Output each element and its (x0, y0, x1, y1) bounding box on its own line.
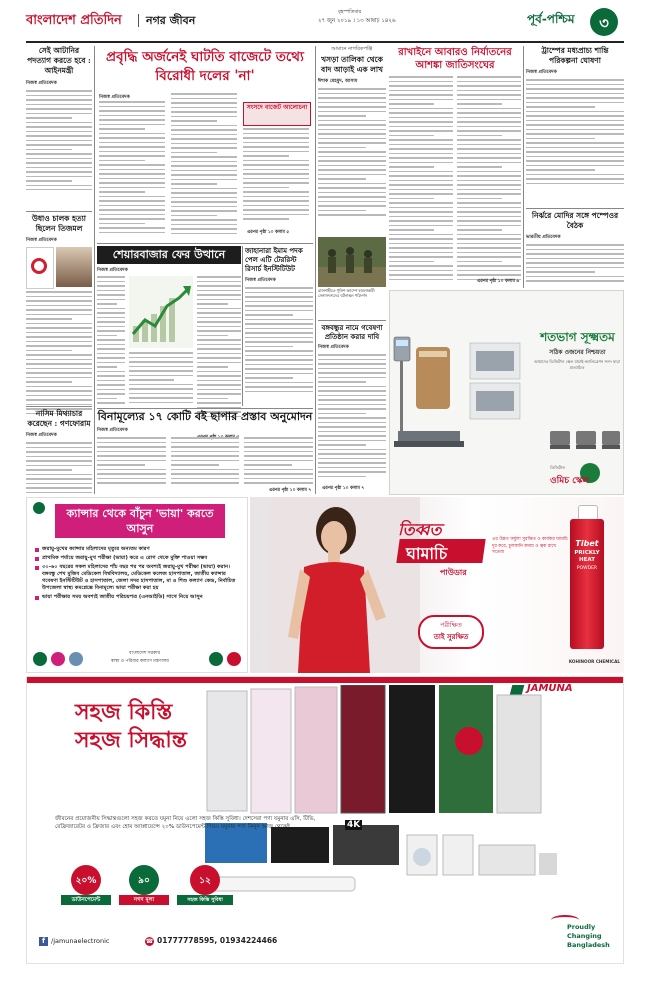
bullet-icon (35, 557, 39, 561)
partner2-logo-icon (69, 652, 83, 666)
cancer-title-band (55, 504, 225, 538)
offer-badge[interactable] (119, 865, 169, 907)
lead-body-col1 (99, 101, 165, 237)
cancer-advertisement[interactable] (26, 497, 248, 673)
story-chalok[interactable] (26, 214, 92, 404)
story-byline: নিজস্ব প্রতিবেদক (26, 238, 57, 243)
story-body (318, 354, 386, 482)
story-title: সেই আটানির পদত্যাগ করতে হবে : আইনমন্ত্রী (27, 46, 91, 75)
story-ain-mantri[interactable] (26, 46, 92, 206)
column-rule (523, 46, 524, 288)
rakhine-body (389, 76, 521, 286)
story-byline: নিজস্ব প্রতিবেদক (26, 433, 57, 438)
share-headline-band (97, 246, 241, 264)
partner4-logo-icon (227, 652, 241, 666)
weighing-scale-icon (390, 291, 625, 496)
divider (97, 408, 313, 409)
story-body (526, 79, 624, 189)
story-byline: নিজস্ব প্রতিবেদক (526, 70, 557, 75)
story-trump[interactable] (526, 46, 624, 206)
offer-badge[interactable] (177, 865, 233, 907)
jamuna-slogan3: Bangladesh (567, 941, 610, 949)
soldiers-photo (318, 237, 386, 287)
story-assam[interactable] (318, 46, 386, 236)
logo-graphic (26, 247, 54, 289)
story-body (318, 88, 386, 220)
can-label: PRICKLY HEAT (574, 550, 600, 563)
partner3-logo-icon (209, 652, 223, 666)
rakhine-jump: এরপর পৃষ্ঠা ১০ কলাম ৬ (476, 279, 519, 284)
lead-body-col3 (243, 128, 309, 224)
tibet-tagline-a: পরীক্ষিত (440, 621, 462, 629)
divider (526, 208, 624, 209)
badge-label: ডাউনপেমেন্ট (61, 895, 111, 905)
bongobondhu-jump: এরপর পৃষ্ঠা ১০ কলাম ৭ (322, 486, 365, 491)
story-gonoforum[interactable] (26, 409, 92, 489)
footer-gov: বাংলাদেশ সরকার (129, 651, 161, 656)
share-chart-graphic (129, 276, 193, 348)
cancer-ad-footer-logos (33, 650, 243, 668)
tibet-maker: KOHINOOR CHEMICAL (568, 659, 620, 664)
story-title: শেয়ারবাজার ফের উত্থানে (112, 248, 226, 261)
partner-logo-icon (51, 652, 65, 666)
divider (97, 243, 313, 244)
badge-label: নগদ মূল্য (119, 895, 169, 905)
scale-ad-ref: ডিজিটাল (550, 465, 566, 470)
story-title: জাহানারা ইমাম পদক পেল এটি টেররিস্ট রিসার্চ ইনস্টিটিউট (245, 246, 303, 273)
lead-jump: এরপর পৃষ্ঠা ১০ কলাম ৫ (247, 230, 290, 235)
story-body (26, 90, 92, 190)
jamuna-headline2: সহজ সিদ্ধান্ত (75, 727, 187, 753)
story-title: নির্ঝরে মোদির সঙ্গে পম্পেওর বৈঠক (531, 211, 619, 230)
story-title: ট্রাম্পের মধ্যপ্রাচ্য শান্তি পরিকল্পনা ঘোষণা (541, 46, 609, 65)
scale-ad-body: আমাদের ডিজিটাল স্কেল যাচাই-ক্যালিব্রেশন সনদ দ্বারা প্রত্যায়িত (534, 359, 620, 370)
section-name: নগর জীবন (146, 14, 196, 27)
jamuna-logo: JAMUNA (527, 683, 573, 694)
badge-value: ২০% (75, 876, 97, 886)
story-body (526, 244, 624, 284)
header-rule (26, 41, 624, 43)
bullet-icon (35, 596, 39, 600)
circle-logo-icon (31, 258, 47, 274)
books-jump: এরপর পৃষ্ঠা ১০ কলাম ৭ (268, 488, 311, 493)
story-bongobondhu[interactable] (318, 323, 386, 494)
offer-badge[interactable] (61, 865, 111, 907)
newspaper-logo: বাংলাদেশ প্রতিদিন (26, 13, 122, 28)
story-title: খসড়া তালিকা থেকে বাদ আড়াই এক লাখ (321, 55, 383, 74)
scale-advertisement[interactable] (389, 290, 624, 495)
share-body-a (97, 276, 125, 406)
jamuna-slogan2: Changing (567, 932, 602, 940)
story-byline: নিজস্ব প্রতিবেদক (245, 278, 276, 283)
story-title: রাখাইনে আবারও নির্যাতনের আশঙ্কা জাতিসংঘের (398, 47, 512, 71)
story-byline: নিজস্ব প্রতিবেদক (97, 428, 128, 433)
list-item: ৩০-৬০ বছরের সকল মহিলাদের পাঁচ বছর পর পর অবশ্যই জরায়ু-মুখ পরীক্ষা (ভায়া) করান। বঙ্গবন্ধু শেখ মুজিব মেডিকেল বিশ্ববিদ্যালয়, মেডিকেল কলেজ হাসপাতাল, জাতীয় ক্যান্সার গবেষণা ইনস্টিটিউট ও হাসপাতাল, জেলা সদর হাসপাতাল, মা ও শিশু কল্যাণ কেন্দ্র, নির্বাচিত উপজেলা স্বাস্থ্য কমপ্লেক্সে বিনামূল্যে ভায়া পরীক্ষা করা হয় (35, 564, 241, 592)
facebook-icon[interactable]: f (39, 937, 48, 946)
tibet-seal (418, 615, 484, 649)
books-body (97, 437, 313, 489)
story-jahanara[interactable] (245, 246, 313, 406)
jamuna-body: জীবনের প্রয়োজনীয় সিদ্ধান্তগুলো সহজ করতে যমুনা নিয়ে এলো সহজ কিস্তি সুবিধা। দেশসেরা পণ্য যমুনার এসি, টিভি, রেফ্রিজারেটর ও ফ্রিজার এবং হোম অ্যাপ্লায়েন্সে ২০% ডাউনপেমেন্ট দিয়ে। যমুনার পণ্য কিনুন আজ থেকেই (55, 816, 316, 830)
tv-badge: 4K (347, 820, 361, 830)
masthead (0, 0, 650, 44)
person-photo (56, 247, 92, 287)
story-books[interactable] (97, 410, 313, 494)
divider (26, 211, 92, 212)
lead-body-col2 (171, 93, 237, 237)
lead-headline: প্রবৃদ্ধি অর্জনেই ঘাটতি বাজেটে তথ্যে বিরোধী দলের 'না' (106, 49, 304, 84)
cancer-ad-list (35, 546, 241, 603)
scale-ad-title: শতভাগ সূক্ষ্মতম (540, 330, 615, 344)
share-body-c (197, 276, 241, 426)
jamuna-phone[interactable]: 01777778595, 01934224466 (157, 936, 278, 945)
story-title: বঙ্গবন্ধুর নামে গবেষণা প্রতিষ্ঠান করার দাবি (321, 323, 383, 341)
story-byline: ঈশাক মেহমুদ, আসাম (318, 79, 358, 84)
trend-arrow-icon (129, 276, 193, 348)
story-kicker: আমানে নাগরিকপঞ্জি (331, 46, 373, 52)
jamuna-slogan1: Proudly (567, 923, 596, 931)
story-title: বিনামূল্যের ১৭ কোটি বই ছাপার প্রস্তাব অনুমোদন (97, 410, 313, 423)
lead-byline: নিজস্ব প্রতিবেদক (99, 95, 130, 100)
list-item: ভায়া পরীক্ষার সময় অবশ্যই জাতীয় পরিচয়পত্র (এনআইডি) সাথে নিয়ে আসুন (35, 594, 241, 601)
jamuna-web[interactable]: /jamunaelectronic (51, 937, 110, 945)
photo-inset (26, 247, 92, 287)
jamuna-advertisement[interactable] (26, 676, 624, 964)
story-body (26, 442, 92, 496)
story-body (26, 291, 92, 419)
column-rule (242, 246, 243, 406)
story-body (245, 287, 313, 397)
gov-logo-icon (33, 652, 47, 666)
story-byline: নিজস্ব প্রতিবেদক (26, 81, 57, 86)
tibet-powder: পাউডার (440, 568, 467, 577)
list-item: জরায়ু-মুখের ক্যান্সার মহিলাদের মৃত্যুর অন্যতম কারণ (35, 546, 241, 553)
scale-ad-subtitle: সঠিক ওজনের নিশ্চয়তা (549, 349, 606, 356)
story-byline: নিজস্ব প্রতিবেদক (318, 345, 349, 350)
tibet-tagline-b: তাই সুরক্ষিত (433, 633, 469, 641)
tibet-claim: এর উন্নত ফর্মুলা সুরক্ষিত ও কার্যকর ঘামাচি দূর করে, চুলকানি কমায় ও ত্বক রাখে সতেজ (492, 537, 568, 555)
issue-date: ২৭ জুন ২০১৯ । ১৩ আষাঢ় ১৪২৬ (318, 18, 396, 24)
story-title: নাসিম মিথ্যাচার করেছেন : গণফোরাম (27, 409, 91, 428)
cancer-ad-title: ক্যান্সার থেকে বাঁচুন 'ভায়া' করতে আসুন (66, 507, 214, 535)
issue-day: বৃহস্পতিবার (338, 9, 362, 15)
phone-icon[interactable]: ☎ (145, 938, 154, 945)
logo-separator (138, 14, 139, 27)
footer-ministry: স্বাস্থ্য ও পরিবার কল্যাণ মন্ত্রণালয় (111, 659, 169, 664)
bullet-icon (35, 566, 39, 570)
column-rule (315, 46, 316, 494)
page-number: ৩ (599, 14, 609, 32)
story-title: উধাও চালক হত্যা ছিলেন তিজমল (32, 214, 86, 233)
story-byline: ভারতীয় প্রতিবেদক (526, 235, 561, 240)
tibet-advertisement[interactable] (250, 497, 624, 673)
badge-value: ৯০ (138, 876, 150, 886)
column-rule (94, 46, 95, 494)
tibet-product: ঘামাচি (406, 544, 448, 563)
photo-caption: রাজশাহীতে পুলিশ ক্যাম্পে হামলাকারী সেনাসদস্যদের ঘটনাস্থল পরিদর্শন (318, 288, 375, 298)
lead-story[interactable] (97, 46, 313, 241)
divider (318, 320, 386, 321)
lead-box (243, 102, 311, 126)
cancer-ad-emblem (33, 502, 45, 514)
lead-box-title: সংসদে বাজেট আলোচনা (246, 104, 308, 111)
story-byline: নিজস্ব প্রতিবেদক (97, 268, 128, 273)
can-body (570, 519, 604, 649)
story-rakhine[interactable] (389, 46, 521, 287)
jamuna-headline1: সহজ কিস্তি (75, 699, 173, 725)
scale-ad-brand: ওমিচ স্কেল (550, 476, 590, 486)
list-item: প্রাথমিক পর্যায়ে জরায়ু-মুখ পরীক্ষা (ভায়া) করে এ রোগ থেকে মুক্তি পাওয়া সম্ভব (35, 555, 241, 562)
badge-label: সহজ কিস্তি সুবিধা (177, 895, 233, 905)
powder-can (570, 505, 604, 655)
region-label: পূর্ব-পশ্চিম (527, 12, 575, 26)
tibet-brand: তিব্বত (398, 520, 442, 539)
share-body-b (129, 352, 193, 408)
can-sub: POWDER (576, 566, 598, 571)
can-brand: Tibet (575, 539, 599, 548)
badge-value: ১২ (199, 876, 211, 886)
divider (26, 406, 92, 407)
bullet-icon (35, 548, 39, 552)
news-photo (318, 237, 386, 287)
story-nirjon[interactable] (526, 211, 624, 287)
